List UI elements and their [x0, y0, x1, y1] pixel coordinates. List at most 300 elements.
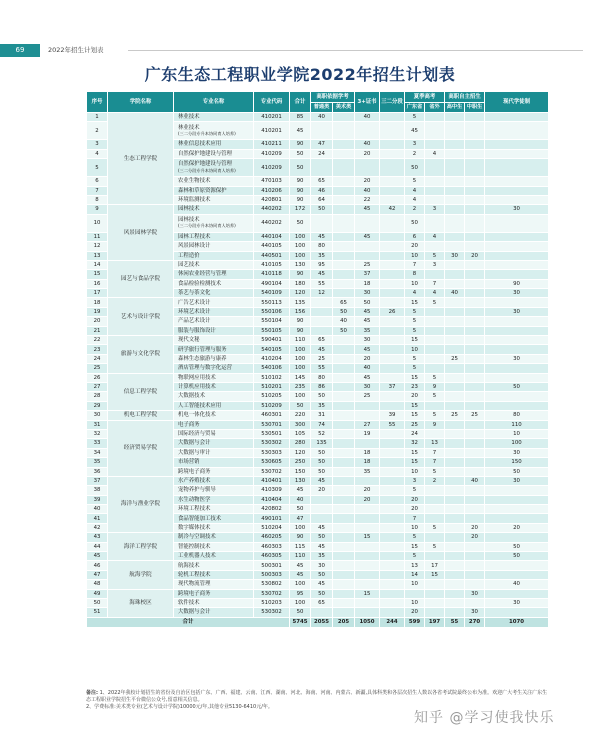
cell-out: 7 — [425, 458, 445, 467]
row-number: 27 — [87, 382, 108, 391]
row-number: 13 — [87, 251, 108, 260]
major-name: 林业技术 — [178, 114, 200, 121]
cell-ord — [311, 159, 333, 177]
cell-ms — [465, 429, 485, 438]
cell-total: 300 — [290, 420, 311, 429]
major-name: 环境监测技术 — [178, 197, 211, 204]
cell-cert: 20 — [355, 354, 380, 363]
cell-out — [425, 598, 445, 607]
row-number: 50 — [87, 598, 108, 607]
cell-gd: 4 — [405, 289, 425, 298]
cell-cert: 37 — [355, 270, 380, 279]
cell-ed — [380, 364, 405, 373]
major-name-cell — [174, 140, 254, 149]
table-row — [87, 476, 549, 485]
cell-code: 530702 — [254, 589, 290, 598]
cell-gd: 10 — [405, 598, 425, 607]
cell-ms: 30 — [465, 589, 485, 598]
major-name: 大数据与会计 — [178, 440, 211, 447]
major-name-cell — [174, 392, 254, 401]
cell-out — [425, 552, 445, 561]
cell-cert: 30 — [355, 336, 380, 345]
cell-out — [425, 533, 445, 542]
major-name-cell — [174, 467, 254, 476]
major-name-cell — [174, 411, 254, 420]
major-name-cell — [174, 439, 254, 448]
cell-code: 510204 — [254, 523, 290, 532]
major-name: 计算机应用技术 — [178, 384, 216, 391]
col-header-cert: 3+证书 — [355, 92, 380, 113]
total-hs: 55 — [445, 617, 465, 627]
row-number: 6 — [87, 177, 108, 186]
row-number: 45 — [87, 552, 108, 561]
cell-xd: 30 — [485, 205, 549, 214]
col-header-out-of-province: 省外 — [425, 103, 445, 113]
cell-art: 65 — [333, 298, 355, 307]
cell-xd — [485, 570, 549, 579]
major-name-cell — [174, 159, 254, 177]
cell-xd — [485, 260, 549, 269]
cell-ord: 25 — [311, 354, 333, 363]
cell-gd — [405, 589, 425, 598]
cell-ord: 65 — [311, 336, 333, 345]
cell-hs — [445, 260, 465, 269]
row-number: 36 — [87, 467, 108, 476]
cell-cert: 20 — [355, 486, 380, 495]
major-name: 工业机器人技术 — [178, 553, 216, 560]
cell-total: 156 — [290, 307, 311, 316]
cell-gd: 5 — [405, 326, 425, 335]
cell-out — [425, 401, 445, 410]
college-name: 机电工程学院 — [108, 411, 174, 420]
cell-cert — [355, 570, 380, 579]
page-header — [0, 44, 600, 57]
cell-hs: 25 — [445, 411, 465, 420]
cell-ed — [380, 429, 405, 438]
cell-xd — [485, 326, 549, 335]
cell-art — [333, 122, 355, 140]
major-name-cell — [174, 326, 254, 335]
cell-ed — [380, 326, 405, 335]
cell-code: 510209 — [254, 401, 290, 410]
cell-ord: 50 — [311, 570, 333, 579]
row-number: 30 — [87, 411, 108, 420]
cell-art — [333, 373, 355, 382]
major-name-cell — [174, 580, 254, 589]
table-row — [87, 373, 549, 382]
cell-out: 3 — [425, 260, 445, 269]
cell-hs — [445, 467, 465, 476]
cell-ord: 45 — [311, 270, 333, 279]
cell-total: 50 — [290, 401, 311, 410]
cell-hs — [445, 195, 465, 204]
cell-gd: 2 — [405, 149, 425, 158]
major-name: 市场营销 — [178, 459, 200, 466]
major-name: 软件技术 — [178, 600, 200, 607]
col-header-xiandai: 现代学徒制 — [485, 92, 549, 113]
cell-ord — [311, 298, 333, 307]
cell-code: 510203 — [254, 598, 290, 607]
cell-out: 5 — [425, 542, 445, 551]
cell-code: 530605 — [254, 458, 290, 467]
cell-hs — [445, 345, 465, 354]
major-name: 水生动物医学 — [178, 496, 211, 503]
row-number: 51 — [87, 608, 108, 617]
row-number: 17 — [87, 289, 108, 298]
cell-hs — [445, 561, 465, 570]
cell-ord: 135 — [311, 439, 333, 448]
major-name: 大数据与会计 — [178, 609, 211, 616]
cell-cert: 30 — [355, 289, 380, 298]
major-name: 跨境电子商务 — [178, 590, 211, 597]
cell-code: 410105 — [254, 260, 290, 269]
major-name: 园林技术 — [178, 206, 200, 213]
cell-xd — [485, 242, 549, 251]
table-row — [87, 561, 549, 570]
major-name-cell — [174, 542, 254, 551]
cell-hs — [445, 364, 465, 373]
major-name: 农业生物技术 — [178, 178, 211, 185]
cell-art — [333, 177, 355, 186]
cell-xd — [485, 251, 549, 260]
cell-art — [333, 476, 355, 485]
cell-out: 5 — [425, 373, 445, 382]
cell-ed — [380, 505, 405, 514]
major-name-cell — [174, 589, 254, 598]
cell-total: 90 — [290, 317, 311, 326]
cell-hs — [445, 570, 465, 579]
cell-out — [425, 270, 445, 279]
cell-out — [425, 186, 445, 195]
cell-ed — [380, 467, 405, 476]
cell-ms — [465, 354, 485, 363]
cell-cert — [355, 242, 380, 251]
cell-code: 550113 — [254, 298, 290, 307]
cell-ed — [380, 373, 405, 382]
cell-code: 440501 — [254, 251, 290, 260]
cell-ed — [380, 598, 405, 607]
cell-total: 172 — [290, 205, 311, 214]
major-name-cell — [174, 608, 254, 617]
cell-total: 90 — [290, 270, 311, 279]
cell-total: 220 — [290, 411, 311, 420]
cell-total: 45 — [290, 561, 311, 570]
cell-out — [425, 242, 445, 251]
cell-ord: 24 — [311, 149, 333, 158]
row-number: 20 — [87, 317, 108, 326]
cell-ed — [380, 159, 405, 177]
cell-cert — [355, 476, 380, 485]
cell-out — [425, 159, 445, 177]
cell-cert: 15 — [355, 533, 380, 542]
cell-ms — [465, 298, 485, 307]
cell-ed — [380, 542, 405, 551]
cell-xd — [485, 214, 549, 232]
cell-code: 420802 — [254, 505, 290, 514]
row-number: 18 — [87, 298, 108, 307]
cell-gd: 13 — [405, 561, 425, 570]
cell-code: 550106 — [254, 307, 290, 316]
cell-total: 100 — [290, 345, 311, 354]
major-name-cell — [174, 448, 254, 457]
cell-ed — [380, 232, 405, 241]
cell-cert — [355, 598, 380, 607]
cell-gd: 3 — [405, 140, 425, 149]
total-xd: 1070 — [485, 617, 549, 627]
cell-art — [333, 279, 355, 288]
cell-gd: 15 — [405, 411, 425, 420]
cell-ed — [380, 149, 405, 158]
cell-art: 50 — [333, 326, 355, 335]
cell-ms — [465, 505, 485, 514]
major-name-cell — [174, 251, 254, 260]
major-name: 林业技术 — [178, 124, 200, 131]
cell-ord: 35 — [311, 401, 333, 410]
cell-hs — [445, 113, 465, 122]
cell-ms — [465, 242, 485, 251]
cell-art — [333, 448, 355, 457]
major-name-cell — [174, 458, 254, 467]
major-name: 国际经济与贸易 — [178, 431, 216, 438]
cell-gd: 5 — [405, 317, 425, 326]
cell-cert — [355, 411, 380, 420]
row-number: 14 — [87, 260, 108, 269]
cell-total: 130 — [290, 260, 311, 269]
cell-hs — [445, 420, 465, 429]
college-name: 经济贸易学院 — [108, 420, 174, 476]
row-number: 44 — [87, 542, 108, 551]
cell-hs — [445, 401, 465, 410]
cell-out: 7 — [425, 448, 445, 457]
cell-ms — [465, 317, 485, 326]
cell-ms — [465, 598, 485, 607]
cell-art — [333, 608, 355, 617]
cell-hs — [445, 205, 465, 214]
cell-ms — [465, 270, 485, 279]
total-out: 197 — [425, 617, 445, 627]
col-header-no: 序号 — [87, 92, 108, 113]
cell-total: 100 — [290, 364, 311, 373]
cell-ms — [465, 392, 485, 401]
cell-code: 530501 — [254, 429, 290, 438]
cell-out: 5 — [425, 523, 445, 532]
cell-out — [425, 580, 445, 589]
cell-out: 4 — [425, 149, 445, 158]
cell-xd: 50 — [485, 552, 549, 561]
cell-art — [333, 186, 355, 195]
cell-total: 47 — [290, 514, 311, 523]
cell-ms — [465, 420, 485, 429]
major-name-cell — [174, 364, 254, 373]
cell-code: 530802 — [254, 580, 290, 589]
total-art: 205 — [333, 617, 355, 627]
major-name-cell — [174, 122, 254, 140]
cell-hs — [445, 140, 465, 149]
cell-xd: 100 — [485, 439, 549, 448]
cell-total: 40 — [290, 495, 311, 504]
cell-code: 530302 — [254, 608, 290, 617]
cell-ms — [465, 214, 485, 232]
major-name: 环境艺术设计 — [178, 308, 211, 315]
cell-total: 105 — [290, 429, 311, 438]
cell-gd: 32 — [405, 439, 425, 448]
cell-out: 17 — [425, 561, 445, 570]
cell-xd — [485, 232, 549, 241]
cell-ed — [380, 561, 405, 570]
cell-ms — [465, 467, 485, 476]
major-name-cell — [174, 401, 254, 410]
running-title: 2022年招生计划表 — [48, 46, 104, 54]
cell-ms — [465, 570, 485, 579]
cell-ord — [311, 505, 333, 514]
cell-hs — [445, 439, 465, 448]
table-row — [87, 533, 549, 542]
cell-total: 110 — [290, 552, 311, 561]
cell-total: 100 — [290, 598, 311, 607]
cell-ed: 26 — [380, 307, 405, 316]
cell-total: 150 — [290, 467, 311, 476]
cell-cert — [355, 159, 380, 177]
cell-ord: 40 — [311, 113, 333, 122]
cell-ord: 47 — [311, 140, 333, 149]
row-number: 42 — [87, 523, 108, 532]
cell-code: 410309 — [254, 486, 290, 495]
cell-ed — [380, 533, 405, 542]
cell-ed — [380, 177, 405, 186]
row-number: 7 — [87, 186, 108, 195]
cell-ord: 30 — [311, 561, 333, 570]
major-name-cell — [174, 505, 254, 514]
enrollment-table-container — [86, 91, 548, 628]
cell-code: 540106 — [254, 364, 290, 373]
cell-ed — [380, 122, 405, 140]
cell-code: 460205 — [254, 533, 290, 542]
cell-ord: 50 — [311, 205, 333, 214]
cell-ord: 55 — [311, 279, 333, 288]
row-number: 19 — [87, 307, 108, 316]
cell-hs — [445, 458, 465, 467]
cell-art — [333, 195, 355, 204]
cell-art — [333, 467, 355, 476]
row-number: 40 — [87, 505, 108, 514]
major-name-cell — [174, 486, 254, 495]
cell-art — [333, 251, 355, 260]
cell-ms: 20 — [465, 533, 485, 542]
cell-art — [333, 533, 355, 542]
row-number: 21 — [87, 326, 108, 335]
cell-ed — [380, 552, 405, 561]
cell-out: 3 — [425, 205, 445, 214]
total-gd: 599 — [405, 617, 425, 627]
row-number: 11 — [87, 232, 108, 241]
cell-gd: 10 — [405, 345, 425, 354]
major-name-cell — [174, 205, 254, 214]
cell-code: 460305 — [254, 552, 290, 561]
cell-art — [333, 505, 355, 514]
cell-hs — [445, 392, 465, 401]
cell-art — [333, 149, 355, 158]
cell-ms — [465, 186, 485, 195]
cell-gd: 15 — [405, 401, 425, 410]
major-name-cell — [174, 373, 254, 382]
cell-total: 135 — [290, 298, 311, 307]
enrollment-table — [86, 91, 549, 628]
cell-ord: 35 — [311, 552, 333, 561]
cell-out: 5 — [425, 251, 445, 260]
cell-hs — [445, 317, 465, 326]
cell-xd — [485, 392, 549, 401]
cell-xd — [485, 495, 549, 504]
cell-cert: 40 — [355, 186, 380, 195]
cell-gd: 6 — [405, 232, 425, 241]
cell-ord: 65 — [311, 598, 333, 607]
table-row — [87, 298, 549, 307]
cell-xd: 30 — [485, 448, 549, 457]
cell-ord: 45 — [311, 476, 333, 485]
col-header-gaozhi: 高职依据学考 — [311, 92, 355, 103]
cell-out — [425, 514, 445, 523]
cell-code: 410201 — [254, 122, 290, 140]
major-name: 园林技术 — [178, 217, 200, 224]
row-number: 26 — [87, 373, 108, 382]
cell-code: 530303 — [254, 448, 290, 457]
row-number: 31 — [87, 420, 108, 429]
cell-total: 95 — [290, 589, 311, 598]
cell-cert: 27 — [355, 420, 380, 429]
cell-cert — [355, 552, 380, 561]
cell-ed — [380, 486, 405, 495]
table-row — [87, 205, 549, 214]
cell-gd: 5 — [405, 486, 425, 495]
major-name: 自然保护地建设与管理 — [178, 161, 232, 168]
table-row — [87, 260, 549, 269]
cell-out — [425, 608, 445, 617]
major-name-cell — [174, 270, 254, 279]
cell-art — [333, 514, 355, 523]
cell-hs — [445, 279, 465, 288]
major-name: 森林和草原资源保护 — [178, 187, 227, 194]
cell-ms — [465, 326, 485, 335]
col-header-ordinary: 普通类 — [311, 103, 333, 113]
table-row — [87, 336, 549, 345]
cell-cert — [355, 439, 380, 448]
cell-gd: 5 — [405, 113, 425, 122]
cell-hs — [445, 505, 465, 514]
col-header-guangdong: 广东省 — [405, 103, 425, 113]
cell-ed — [380, 289, 405, 298]
cell-art — [333, 205, 355, 214]
cell-ord: 50 — [311, 467, 333, 476]
cell-ord — [311, 495, 333, 504]
cell-ms — [465, 307, 485, 316]
cell-ed: 42 — [380, 205, 405, 214]
col-header-code: 专业代码 — [254, 92, 290, 113]
cell-total: 100 — [290, 392, 311, 401]
cell-ms — [465, 514, 485, 523]
major-name-cell — [174, 307, 254, 316]
cell-hs — [445, 159, 465, 177]
cell-xd: 30 — [485, 354, 549, 363]
cell-code: 410209 — [254, 149, 290, 158]
row-number: 1 — [87, 113, 108, 122]
row-number: 32 — [87, 429, 108, 438]
cell-art — [333, 411, 355, 420]
major-name: 园艺技术 — [178, 262, 200, 268]
major-name: 现代文秘 — [178, 337, 200, 344]
cell-xd — [485, 505, 549, 514]
major-name-cell — [174, 195, 254, 204]
cell-total: 90 — [290, 326, 311, 335]
